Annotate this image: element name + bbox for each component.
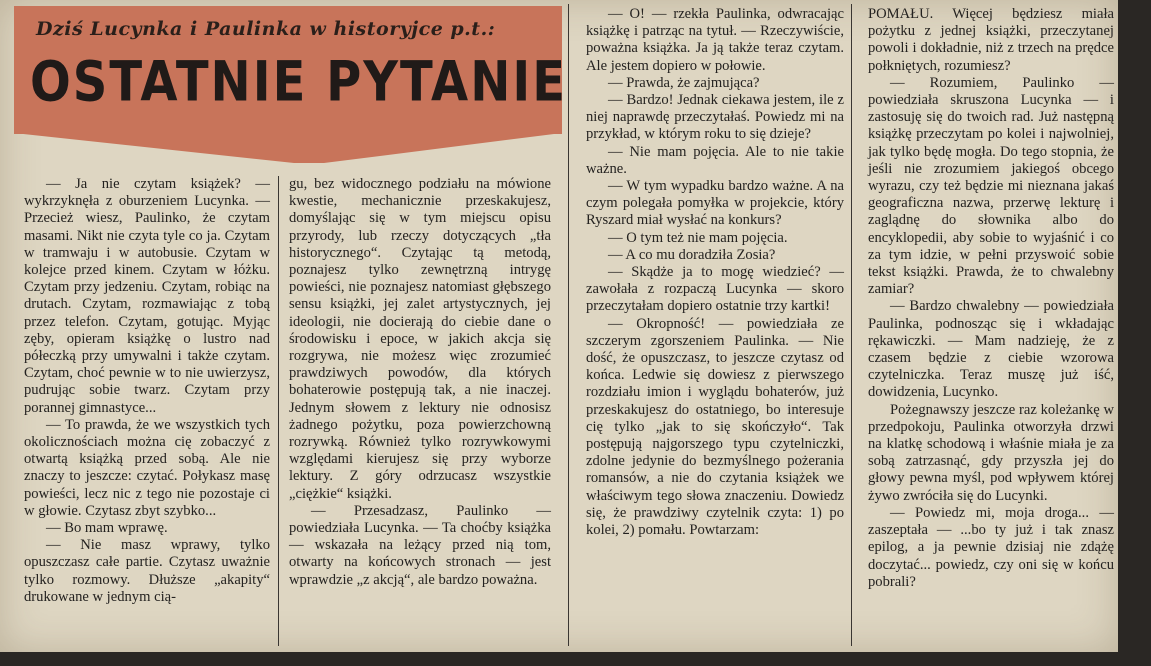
paragraph: — O tym też nie mam pojęcia. [608, 229, 788, 246]
paragraph: — Okropność! — powiedziała ze szczerym zgorszeniem Paulinka. — Nie dość, że opuszczasz, to jeszcze czytasz od końca. Ledwie się dowiesz z pierwszego rozdziału imion i wyglądu bohaterów, już przeskakujesz do ostatniego, bo interesuje cię tylko „jak to się skończyło“. Tak postępują najgorszego typu czytelniczki, zdolne jedynie do bezmyślnego pożerania romansów, a nie do czytania książek we właściwym tego słowa znaczeniu. Dowiedz się, że prawdziwy czytelnik czyta: 1) po kolei, 2) pomału. Powtarzam: [586, 315, 844, 539]
paragraph: — Bo mam wprawę. [46, 520, 168, 537]
column-rule [278, 176, 279, 646]
article-kicker: Dziś Lucynka i Paulinka w historyjce p.t.: [36, 18, 496, 40]
paragraph: — Bardzo! Jednak ciekawa jestem, ile z niej naprawdę przeczytałaś. Powiedz mi na przykład, w którym roku to się dzieje? [586, 92, 844, 143]
banner-notch [14, 133, 562, 163]
paragraph: — Nie mam pojęcia. Ale to nie takie ważne. [586, 143, 844, 177]
page-edge-bottom [0, 652, 1151, 666]
paragraph: — Powiedz mi, moja droga... — zaszeptała — ...bo ty już i tak znasz epilog, a ja pewnie dzisiaj nie zdążę doczytać... powiedz, czy oni się w końcu pobrali? [868, 504, 1114, 590]
paragraph: — Skądże ja to mogę wiedzieć? — zawołała z rozpaczą Lucynka — skoro przeczytałam dopiero ostatnie trzy kartki! [586, 264, 844, 315]
text-column-3 [586, 6, 844, 539]
text-column-2 [289, 176, 551, 589]
paragraph: — Bardzo chwalebny — powiedziała Paulinka, podnosząc się i wkładając rękawiczki. — Mam nadzieję, że z czasem będzie z ciebie wzorowa czytelniczka. Teraz muszę już iść, dowidzenia, Lucynko. [868, 298, 1114, 401]
paragraph: — A co mu doradziła Zosia? [608, 246, 776, 263]
paragraph: — W tym wypadku bardzo ważne. A na czym polegała pomyłka w projekcie, który Ryszard miał wysłać na konkurs? [586, 178, 844, 229]
paragraph: — Prawda, że zajmująca? [608, 74, 760, 91]
paragraph: POMAŁU. Więcej będziesz miała pożytku z jednej książki, przeczytanej powoli i dokładnie, niż z trzech na prędce połkniętych, rozumiesz? [868, 6, 1114, 74]
paragraph: Pożegnawszy jeszcze raz koleżankę w przedpokoju, Paulinka otworzyła drzwi na klatkę schodową i właśnie miała je za sobą zatrzasnąć, gdy przyszła jej do głowy pewna myśl, pod wpływem której żywo zwróciła się do Lucynki. [868, 401, 1114, 504]
paragraph: — O! — rzekła Paulinka, odwracając książkę i patrząc na tytuł. — Rzeczywiście, poważna książka. Ja ją także teraz czytam. Ale jestem dopiero w połowie. [586, 6, 844, 74]
paragraph: gu, bez widocznego podziału na mówione kwestie, mechanicznie przeskakujesz, domyślając się w tym miejscu opisu przyrody, lub rzeczy dotyczących „tła historycznego“. Czytając tą metodą, poznajesz tylko zewnętrzną intrygę powieści, nie poznajesz natomiast głębszego sensu książki, jej zalet artystycznych, jej ideologii, nie docierają do ciebie dane o środowisku i epoce, w jakich akcja się rozgrywa, nie możesz więc zrozumieć prawdziwych powodów, dla których bohaterowie postępują tak, a nie inaczej. Jednym słowem z lektury nie odnosisz żadnego pożytku, poza powierzchowną rozrywką. Również tylko rozrywkowymi względami kierujesz się przy wyborze lektury. Z góry odrzucasz wszystkie „ciężkie“ książki. [289, 176, 551, 502]
text-column-1 [24, 176, 270, 606]
paragraph: — To prawda, że we wszystkich tych okolicznościach można cię zobaczyć z otwartą książką przed sobą. Ale nie znaczy to jeszcze: czytać. Połykasz masę powieści, lecz nic z tego nie pozostaje ci w głowie. Czytasz zbyt szybko... [24, 416, 270, 519]
column-rule [851, 4, 852, 646]
page-edge-right [1118, 0, 1151, 666]
column-rule [568, 4, 569, 646]
paragraph: — Przesadzasz, Paulinko — powiedziała Lucynka. — Ta choćby książka — wskazała na leżący przed nią tom, otwarty na końcowych stronach — jest wprawdzie „z akcją“, ale bardzo poważna. [289, 502, 551, 588]
article-title: OSTATNIE PYTANIE [30, 50, 568, 115]
paragraph: — Rozumiem, Paulinko — powiedziała skruszona Lucynka — i zastosuję się do twoich rad. Już następną książkę przeczytam po kolei i najwolniej, jak tylko będę mogła. Do tego stopnia, że jeśli nie zrozumiem jakiegoś obcego wyrazu, czy też będzie mi nieznana jakaś geograficzna nazwa, przerwę lekturę i zaglądnę do słownika albo do encyklopedii, aby sobie to wyjaśnić i co za tym idzie, w pełni przyswoić sobie tekst książki. Prawda, że to chwalebny zamiar? [868, 74, 1114, 298]
text-column-4 [868, 6, 1114, 591]
paragraph: — Ja nie czytam książek? — wykrzyknęła z oburzeniem Lucynka. — Przecież wiesz, Paulinko, że czytam masami. Nikt nie czyta tyle co ja. Czytam w tramwaju i w autobusie. Czytam w kolejce przed kinem. Czytam w łóżku. Czytam przy jedzeniu. Czytam, robiąc na drutach. Czytam, rozmawiając z tobą przez telefon. Czytam, gotując. Myjąc zęby, opieram książkę o lustro nad półeczką przy umywalni i także czytam. Czytam, choć pewnie w to nie uwierzysz, pudrując sobie twarz. Czytam przy porannej gimnastyce... [24, 176, 270, 416]
paragraph: — Nie masz wprawy, tylko opuszczasz całe partie. Czytasz uważnie tylko rozmowy. Dłuższe „akapity“ drukowane w jednym cią- [24, 537, 270, 605]
